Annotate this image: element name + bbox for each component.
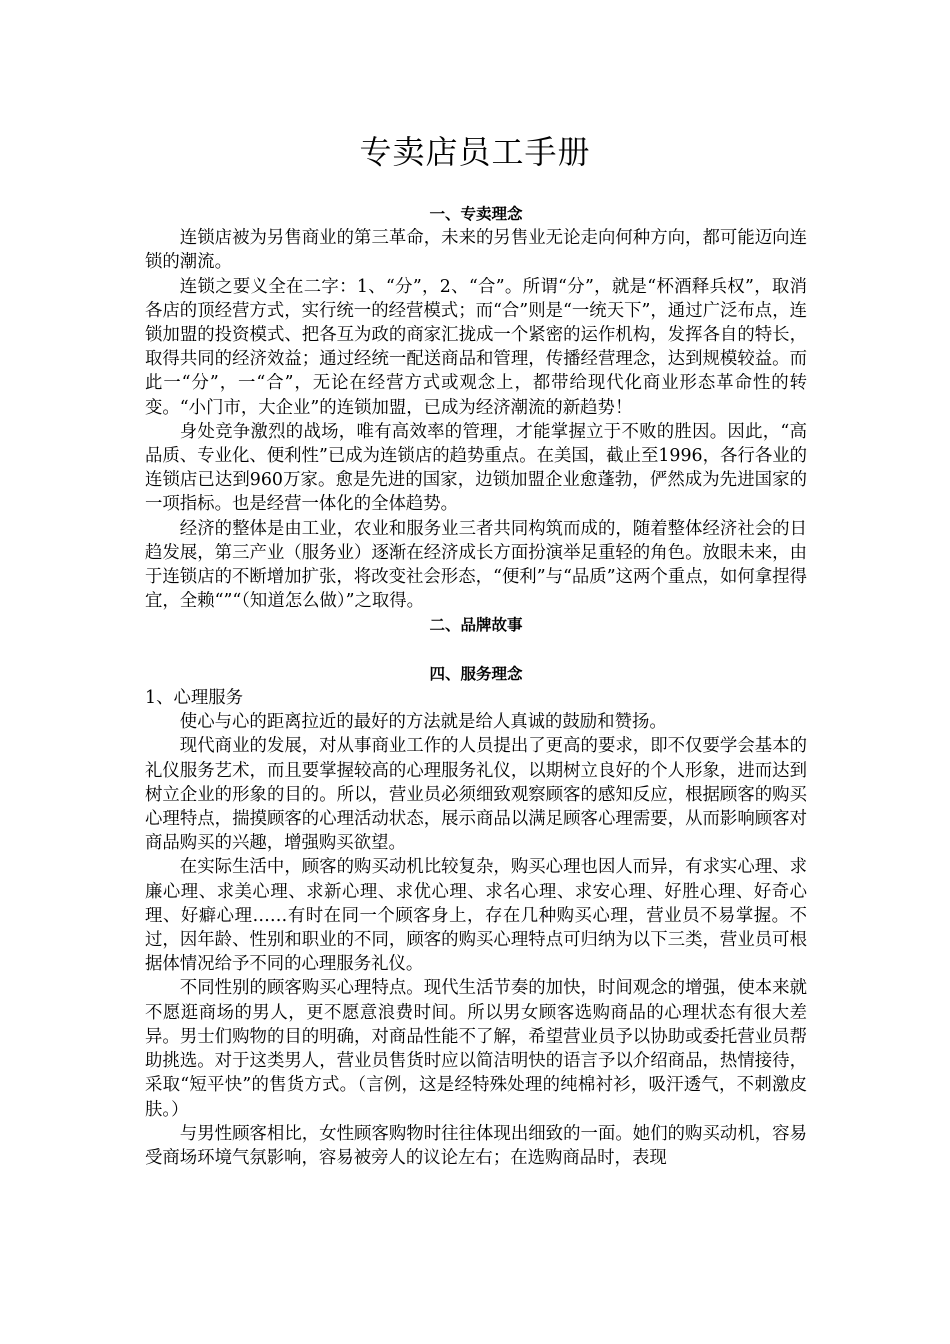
paragraph: 在实际生活中，顾客的购买动机比较复杂，购买心理也因人而异，有求实心理、求廉心理、求美心理、求新心理、求优心理、求名心理、求安心理、好胜心理、好奇心理、好癖心理……有时在同一个顾客身上，存在几种购买心理，营业员不易掌握。不过，因年龄、性别和职业的不同，顾客的购买心理特点可归纳为以下三类，营业员可根据体情况给予不同的心理服务礼仪。 [145, 857, 807, 975]
paragraph: 与男性顾客相比，女性顾客购物时往往体现出细致的一面。她们的购买动机，容易受商场环境气氛影响，容易被旁人的议论左右；在选购商品时，表现 [145, 1123, 807, 1168]
paragraph: 现代商业的发展，对从事商业工作的人员提出了更高的要求，即不仅要学会基本的礼仪服务艺术，而且要掌握较高的心理服务礼仪，以期树立良好的个人形象，进而达到树立企业的形象的目的。所以，营业员必须细致观察顾客的感知反应，根据顾客的购买心理特点，揣摸顾客的心理活动状态，展示商品以满足顾客心理需要，从而影响顾客对商品购买的兴趣，增强购买欲望。 [145, 736, 807, 854]
document-body [145, 202, 807, 1170]
paragraph: 经济的整体是由工业，农业和服务业三者共同构筑而成的，随着整体经济社会的日趋发展，第三产业（服务业）逐渐在经济成长方面扮演举足重轻的角色。放眼未来，由于连锁店的不断增加扩张，将改变社会形态，“便利”与“品质”这两个重点，如何拿捏得宜，全赖“”“（知道怎么做）”之取得。 [145, 518, 807, 612]
section-heading-service: 四、服务理念 [429, 664, 523, 683]
paragraph: 身处竞争激烈的战场，唯有高效率的管理，才能掌握立于不败的胜因。因此，“高品质、专业化、便利性”已成为连锁店的趋势重点。在美国，截止至1996，各行各业的连锁店已达到960万家。愈是先进的国家，边锁加盟企业愈蓬勃，俨然成为先进国家的一项指标。也是经营一体化的全体趋势。 [145, 421, 807, 515]
paragraph: 连锁店被为另售商业的第三革命，未来的另售业无论走向何种方向，都可能迈向连锁的潮流。 [145, 228, 807, 273]
document-title: 专卖店员工手册 [359, 133, 591, 171]
paragraph: 使心与心的距离拉近的最好的方法就是给人真诚的鼓励和赞扬。 [179, 712, 667, 733]
section-heading-brand-story: 二、品牌故事 [429, 616, 523, 635]
paragraph: 不同性别的顾客购买心理特点。现代生活节奏的加快，时间观念的增强，使本来就不愿逛商场的男人，更不愿意浪费时间。所以男女顾客选购商品的心理状态有很大差异。男士们购物的目的明确，对商品性能不了解，希望营业员予以协助或委托营业员帮助挑选。对于这类男人，营业员售货时应以简洁明快的语言予以介绍商品，热情接待，采取“短平快”的售货方式。（言例，这是经特殊处理的纯棉衬衫，吸汗透气，不刺激皮肤。） [145, 978, 807, 1120]
section-heading-philosophy: 一、专卖理念 [429, 205, 523, 223]
subsection-heading: 1、心理服务 [145, 688, 244, 709]
paragraph: 连锁之要义全在二字：1、“分”，2、“合”。所谓“分”，就是“杯酒释兵权”，取消各店的顶经营方式，实行统一的经营模式；而“合”则是“一统天下”，通过广泛布点，连锁加盟的投资模式、把各互为政的商家汇拢成一个紧密的运作机构，发挥各自的特长，取得共同的经济效益；通过经统一配送商品和管理，传播经营理念，达到规模较益。而此一“分”，一“合”，无论在经营方式或观念上，都带给现代化商业形态革命性的转变。“小门市，大企业”的连锁加盟，已成为经济潮流的新趋势！ [145, 276, 807, 418]
